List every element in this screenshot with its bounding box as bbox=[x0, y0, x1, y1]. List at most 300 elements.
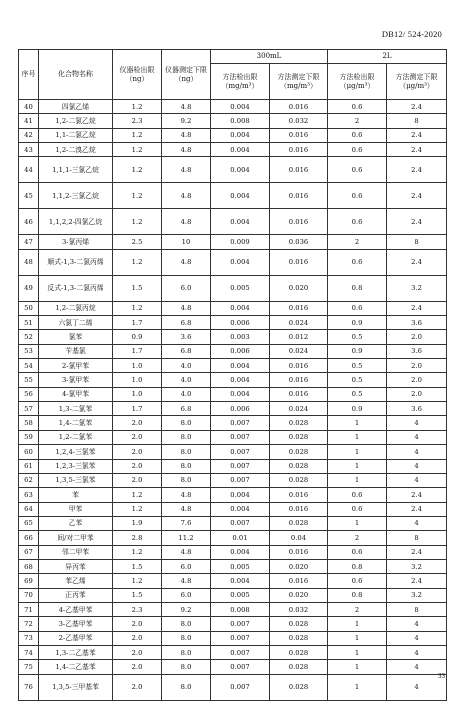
compound-name: 氯苯 bbox=[39, 330, 113, 344]
mdl-300ml: 0.006 bbox=[211, 402, 270, 416]
loq-2l: 2.4 bbox=[387, 157, 447, 183]
compound-name: 四氯乙烯 bbox=[39, 100, 113, 114]
mdl-300ml: 0.004 bbox=[211, 502, 270, 516]
mdl-300ml: 0.004 bbox=[211, 249, 270, 275]
table-row bbox=[19, 387, 447, 401]
loq-300ml: 0.016 bbox=[270, 249, 328, 275]
loq-300ml: 0.016 bbox=[270, 359, 328, 373]
compound-name: 1,1-二氯乙烷 bbox=[39, 128, 113, 142]
instrument-lod: 1.2 bbox=[113, 183, 162, 209]
instrument-loq: 4.8 bbox=[162, 488, 211, 502]
table-row bbox=[19, 473, 447, 487]
loq-300ml: 0.016 bbox=[270, 545, 328, 559]
instrument-loq: 4.8 bbox=[162, 209, 211, 235]
mdl-300ml: 0.004 bbox=[211, 545, 270, 559]
instrument-loq: 8.0 bbox=[162, 430, 211, 444]
compound-name: 1,1,2,2-四氯乙烷 bbox=[39, 209, 113, 235]
instrument-lod: 2.0 bbox=[113, 631, 162, 645]
mdl-300ml: 0.004 bbox=[211, 373, 270, 387]
page-number: 33 bbox=[438, 672, 445, 680]
compound-name: 乙苯 bbox=[39, 516, 113, 530]
compound-name: 3-氯丙烯 bbox=[39, 235, 113, 249]
compound-name: 1,3,5-三氯苯 bbox=[39, 473, 113, 487]
row-index: 74 bbox=[19, 645, 39, 659]
loq-2l: 2.4 bbox=[387, 209, 447, 235]
instrument-lod: 1.2 bbox=[113, 128, 162, 142]
compound-name: 1,3-二乙基苯 bbox=[39, 645, 113, 659]
compound-name: 1,4-二乙基苯 bbox=[39, 660, 113, 674]
table-row bbox=[19, 402, 447, 416]
table-row bbox=[19, 330, 447, 344]
compound-name: 1,2-二氯乙烷 bbox=[39, 114, 113, 128]
instrument-lod: 1.2 bbox=[113, 301, 162, 315]
table-row bbox=[19, 559, 447, 573]
table-row bbox=[19, 128, 447, 142]
instrument-loq: 8.0 bbox=[162, 631, 211, 645]
compound-name: 1,2-二溴乙烷 bbox=[39, 143, 113, 157]
instrument-lod: 1.0 bbox=[113, 359, 162, 373]
instrument-loq: 4.0 bbox=[162, 359, 211, 373]
table-row bbox=[19, 545, 447, 559]
compound-name: 1,2-二氯苯 bbox=[39, 430, 113, 444]
row-index: 76 bbox=[19, 674, 39, 700]
loq-300ml: 0.016 bbox=[270, 373, 328, 387]
loq-300ml: 0.016 bbox=[270, 143, 328, 157]
row-index: 58 bbox=[19, 416, 39, 430]
loq-300ml: 0.028 bbox=[270, 416, 328, 430]
row-index: 43 bbox=[19, 143, 39, 157]
compound-name: 3-乙基甲苯 bbox=[39, 617, 113, 631]
mdl-300ml: 0.004 bbox=[211, 488, 270, 502]
row-index: 47 bbox=[19, 235, 39, 249]
mdl-300ml: 0.007 bbox=[211, 459, 270, 473]
mdl-2l: 0.9 bbox=[328, 344, 387, 358]
mdl-2l: 1 bbox=[328, 459, 387, 473]
instrument-lod: 1.5 bbox=[113, 588, 162, 602]
instrument-loq: 3.6 bbox=[162, 330, 211, 344]
row-index: 53 bbox=[19, 344, 39, 358]
col-header-2l-mdl: 方法检出限（μg/m³） bbox=[328, 64, 387, 100]
loq-2l: 4 bbox=[387, 430, 447, 444]
loq-300ml: 0.016 bbox=[270, 128, 328, 142]
row-index: 50 bbox=[19, 301, 39, 315]
instrument-lod: 2.0 bbox=[113, 416, 162, 430]
loq-2l: 2.0 bbox=[387, 330, 447, 344]
row-index: 75 bbox=[19, 660, 39, 674]
loq-300ml: 0.024 bbox=[270, 344, 328, 358]
row-index: 49 bbox=[19, 275, 39, 301]
loq-300ml: 0.016 bbox=[270, 387, 328, 401]
row-index: 40 bbox=[19, 100, 39, 114]
table-body bbox=[19, 100, 447, 701]
instrument-loq: 8.0 bbox=[162, 473, 211, 487]
mdl-300ml: 0.004 bbox=[211, 183, 270, 209]
mdl-2l: 1 bbox=[328, 473, 387, 487]
row-index: 60 bbox=[19, 445, 39, 459]
mdl-2l: 0.6 bbox=[328, 209, 387, 235]
row-index: 59 bbox=[19, 430, 39, 444]
mdl-2l: 0.6 bbox=[328, 157, 387, 183]
loq-300ml: 0.024 bbox=[270, 402, 328, 416]
compound-name: 1,1,2-三氯乙烷 bbox=[39, 183, 113, 209]
mdl-2l: 0.6 bbox=[328, 143, 387, 157]
loq-2l: 4 bbox=[387, 473, 447, 487]
table-row bbox=[19, 617, 447, 631]
instrument-loq: 6.8 bbox=[162, 316, 211, 330]
instrument-loq: 4.8 bbox=[162, 100, 211, 114]
loq-300ml: 0.028 bbox=[270, 445, 328, 459]
mdl-2l: 0.8 bbox=[328, 559, 387, 573]
table-row bbox=[19, 588, 447, 602]
loq-2l: 2.4 bbox=[387, 574, 447, 588]
row-index: 64 bbox=[19, 502, 39, 516]
loq-300ml: 0.016 bbox=[270, 502, 328, 516]
loq-2l: 3.2 bbox=[387, 559, 447, 573]
mdl-2l: 2 bbox=[328, 531, 387, 545]
instrument-loq: 9.2 bbox=[162, 602, 211, 616]
instrument-lod: 1.7 bbox=[113, 316, 162, 330]
instrument-loq: 4.8 bbox=[162, 249, 211, 275]
instrument-lod: 0.9 bbox=[113, 330, 162, 344]
instrument-loq: 4.8 bbox=[162, 157, 211, 183]
instrument-loq: 8.0 bbox=[162, 660, 211, 674]
table-row bbox=[19, 114, 447, 128]
row-index: 54 bbox=[19, 359, 39, 373]
mdl-300ml: 0.007 bbox=[211, 631, 270, 645]
instrument-loq: 4.0 bbox=[162, 373, 211, 387]
instrument-lod: 1.2 bbox=[113, 545, 162, 559]
instrument-lod: 2.0 bbox=[113, 617, 162, 631]
loq-300ml: 0.016 bbox=[270, 100, 328, 114]
compound-name: 邻二甲苯 bbox=[39, 545, 113, 559]
table-row bbox=[19, 516, 447, 530]
mdl-2l: 0.5 bbox=[328, 387, 387, 401]
table-row bbox=[19, 275, 447, 301]
mdl-2l: 0.9 bbox=[328, 402, 387, 416]
row-index: 55 bbox=[19, 373, 39, 387]
loq-300ml: 0.016 bbox=[270, 574, 328, 588]
table-row bbox=[19, 531, 447, 545]
instrument-loq: 8.0 bbox=[162, 445, 211, 459]
loq-300ml: 0.016 bbox=[270, 157, 328, 183]
table-row bbox=[19, 143, 447, 157]
table-row bbox=[19, 249, 447, 275]
loq-2l: 2.4 bbox=[387, 488, 447, 502]
mdl-300ml: 0.007 bbox=[211, 416, 270, 430]
loq-2l: 8 bbox=[387, 531, 447, 545]
mdl-300ml: 0.004 bbox=[211, 574, 270, 588]
instrument-lod: 1.0 bbox=[113, 387, 162, 401]
instrument-lod: 1.2 bbox=[113, 209, 162, 235]
loq-2l: 4 bbox=[387, 631, 447, 645]
table-row bbox=[19, 660, 447, 674]
mdl-2l: 0.6 bbox=[328, 249, 387, 275]
table-row bbox=[19, 459, 447, 473]
mdl-300ml: 0.004 bbox=[211, 143, 270, 157]
row-index: 63 bbox=[19, 488, 39, 502]
loq-300ml: 0.016 bbox=[270, 209, 328, 235]
col-header-index: 序号 bbox=[19, 50, 39, 100]
row-index: 71 bbox=[19, 602, 39, 616]
row-index: 72 bbox=[19, 617, 39, 631]
instrument-lod: 2.0 bbox=[113, 430, 162, 444]
instrument-lod: 1.7 bbox=[113, 402, 162, 416]
loq-2l: 4 bbox=[387, 645, 447, 659]
loq-2l: 4 bbox=[387, 660, 447, 674]
table-row bbox=[19, 631, 447, 645]
mdl-300ml: 0.004 bbox=[211, 128, 270, 142]
row-index: 42 bbox=[19, 128, 39, 142]
loq-2l: 2.0 bbox=[387, 387, 447, 401]
col-header-instrument-loq: 仪器测定下限（ng） bbox=[162, 50, 211, 100]
mdl-2l: 0.8 bbox=[328, 275, 387, 301]
loq-300ml: 0.036 bbox=[270, 235, 328, 249]
instrument-loq: 4.8 bbox=[162, 143, 211, 157]
compound-name: 苄基氯 bbox=[39, 344, 113, 358]
instrument-lod: 1.2 bbox=[113, 249, 162, 275]
row-index: 48 bbox=[19, 249, 39, 275]
instrument-loq: 6.0 bbox=[162, 588, 211, 602]
loq-300ml: 0.04 bbox=[270, 531, 328, 545]
mdl-2l: 1 bbox=[328, 617, 387, 631]
instrument-lod: 2.3 bbox=[113, 114, 162, 128]
mdl-2l: 0.6 bbox=[328, 502, 387, 516]
loq-2l: 2.4 bbox=[387, 502, 447, 516]
mdl-300ml: 0.007 bbox=[211, 617, 270, 631]
instrument-lod: 2.0 bbox=[113, 674, 162, 700]
mdl-300ml: 0.004 bbox=[211, 387, 270, 401]
mdl-300ml: 0.006 bbox=[211, 316, 270, 330]
mdl-300ml: 0.007 bbox=[211, 473, 270, 487]
instrument-loq: 8.0 bbox=[162, 617, 211, 631]
loq-300ml: 0.028 bbox=[270, 617, 328, 631]
instrument-loq: 11.2 bbox=[162, 531, 211, 545]
loq-300ml: 0.028 bbox=[270, 674, 328, 700]
compound-name: 反式-1,3-二氯丙烯 bbox=[39, 275, 113, 301]
mdl-2l: 0.6 bbox=[328, 574, 387, 588]
loq-2l: 8 bbox=[387, 235, 447, 249]
loq-2l: 4 bbox=[387, 445, 447, 459]
row-index: 65 bbox=[19, 516, 39, 530]
loq-2l: 2.4 bbox=[387, 143, 447, 157]
row-index: 66 bbox=[19, 531, 39, 545]
table-row bbox=[19, 183, 447, 209]
loq-2l: 4 bbox=[387, 516, 447, 530]
loq-2l: 2.4 bbox=[387, 183, 447, 209]
mdl-2l: 0.8 bbox=[328, 588, 387, 602]
loq-300ml: 0.032 bbox=[270, 602, 328, 616]
instrument-loq: 6.8 bbox=[162, 344, 211, 358]
mdl-300ml: 0.004 bbox=[211, 301, 270, 315]
loq-2l: 2.0 bbox=[387, 359, 447, 373]
row-index: 67 bbox=[19, 545, 39, 559]
compound-name: 4-乙基甲苯 bbox=[39, 602, 113, 616]
mdl-300ml: 0.005 bbox=[211, 559, 270, 573]
table-row bbox=[19, 574, 447, 588]
loq-2l: 4 bbox=[387, 674, 447, 700]
mdl-2l: 0.9 bbox=[328, 316, 387, 330]
instrument-loq: 10 bbox=[162, 235, 211, 249]
instrument-loq: 8.0 bbox=[162, 674, 211, 700]
compound-name: 2-乙基甲苯 bbox=[39, 631, 113, 645]
compound-name: 六氯丁二烯 bbox=[39, 316, 113, 330]
loq-300ml: 0.028 bbox=[270, 645, 328, 659]
detection-limits-table bbox=[18, 49, 447, 701]
loq-300ml: 0.020 bbox=[270, 275, 328, 301]
loq-300ml: 0.028 bbox=[270, 631, 328, 645]
instrument-lod: 2.0 bbox=[113, 473, 162, 487]
col-header-300ml-loq: 方法测定下限（mg/m³） bbox=[270, 64, 328, 100]
loq-2l: 8 bbox=[387, 602, 447, 616]
instrument-lod: 1.2 bbox=[113, 502, 162, 516]
table-row bbox=[19, 674, 447, 700]
instrument-lod: 1.7 bbox=[113, 344, 162, 358]
row-index: 45 bbox=[19, 183, 39, 209]
mdl-300ml: 0.004 bbox=[211, 209, 270, 235]
row-index: 57 bbox=[19, 402, 39, 416]
loq-2l: 3.6 bbox=[387, 402, 447, 416]
loq-300ml: 0.016 bbox=[270, 488, 328, 502]
instrument-loq: 8.0 bbox=[162, 645, 211, 659]
instrument-lod: 1.2 bbox=[113, 574, 162, 588]
mdl-2l: 1 bbox=[328, 660, 387, 674]
table-row bbox=[19, 209, 447, 235]
table-row bbox=[19, 344, 447, 358]
mdl-2l: 2 bbox=[328, 602, 387, 616]
col-group-2l: 2L bbox=[328, 50, 447, 64]
mdl-300ml: 0.006 bbox=[211, 344, 270, 358]
mdl-300ml: 0.008 bbox=[211, 602, 270, 616]
compound-name: 间/对二甲苯 bbox=[39, 531, 113, 545]
mdl-300ml: 0.008 bbox=[211, 114, 270, 128]
loq-2l: 4 bbox=[387, 459, 447, 473]
mdl-300ml: 0.003 bbox=[211, 330, 270, 344]
instrument-lod: 2.5 bbox=[113, 235, 162, 249]
compound-name: 苯乙烯 bbox=[39, 574, 113, 588]
instrument-lod: 2.0 bbox=[113, 459, 162, 473]
table-row bbox=[19, 373, 447, 387]
instrument-loq: 4.8 bbox=[162, 183, 211, 209]
table-row bbox=[19, 359, 447, 373]
compound-name: 3-氯甲苯 bbox=[39, 373, 113, 387]
mdl-2l: 2 bbox=[328, 114, 387, 128]
table-row bbox=[19, 645, 447, 659]
loq-300ml: 0.016 bbox=[270, 183, 328, 209]
row-index: 46 bbox=[19, 209, 39, 235]
compound-name: 正丙苯 bbox=[39, 588, 113, 602]
instrument-loq: 6.0 bbox=[162, 275, 211, 301]
loq-2l: 2.4 bbox=[387, 100, 447, 114]
table-row bbox=[19, 416, 447, 430]
loq-300ml: 0.024 bbox=[270, 316, 328, 330]
mdl-300ml: 0.007 bbox=[211, 430, 270, 444]
loq-300ml: 0.020 bbox=[270, 588, 328, 602]
loq-2l: 2.4 bbox=[387, 301, 447, 315]
mdl-2l: 1 bbox=[328, 445, 387, 459]
compound-name: 2-氯甲苯 bbox=[39, 359, 113, 373]
table-row bbox=[19, 316, 447, 330]
table-row bbox=[19, 602, 447, 616]
loq-300ml: 0.012 bbox=[270, 330, 328, 344]
loq-2l: 2.0 bbox=[387, 373, 447, 387]
compound-name: 1,2-二氯丙烷 bbox=[39, 301, 113, 315]
row-index: 44 bbox=[19, 157, 39, 183]
instrument-loq: 7.6 bbox=[162, 516, 211, 530]
mdl-2l: 1 bbox=[328, 674, 387, 700]
mdl-300ml: 0.007 bbox=[211, 660, 270, 674]
compound-name: 1,1,1-三氯乙烷 bbox=[39, 157, 113, 183]
mdl-2l: 0.6 bbox=[328, 545, 387, 559]
col-header-compound: 化合物名称 bbox=[39, 50, 113, 100]
loq-2l: 3.6 bbox=[387, 344, 447, 358]
mdl-300ml: 0.007 bbox=[211, 645, 270, 659]
compound-name: 苯 bbox=[39, 488, 113, 502]
mdl-300ml: 0.009 bbox=[211, 235, 270, 249]
table-header bbox=[19, 50, 447, 100]
loq-2l: 2.4 bbox=[387, 249, 447, 275]
mdl-2l: 1 bbox=[328, 516, 387, 530]
row-index: 52 bbox=[19, 330, 39, 344]
mdl-2l: 1 bbox=[328, 430, 387, 444]
mdl-2l: 1 bbox=[328, 645, 387, 659]
mdl-2l: 0.5 bbox=[328, 330, 387, 344]
loq-2l: 2.4 bbox=[387, 545, 447, 559]
mdl-2l: 0.6 bbox=[328, 183, 387, 209]
mdl-300ml: 0.004 bbox=[211, 157, 270, 183]
loq-2l: 4 bbox=[387, 617, 447, 631]
instrument-lod: 1.2 bbox=[113, 488, 162, 502]
row-index: 61 bbox=[19, 459, 39, 473]
mdl-2l: 0.5 bbox=[328, 359, 387, 373]
instrument-lod: 2.0 bbox=[113, 660, 162, 674]
instrument-lod: 1.9 bbox=[113, 516, 162, 530]
compound-name: 1,4-二氯苯 bbox=[39, 416, 113, 430]
instrument-loq: 4.0 bbox=[162, 387, 211, 401]
loq-2l: 3.2 bbox=[387, 588, 447, 602]
mdl-300ml: 0.01 bbox=[211, 531, 270, 545]
instrument-loq: 9.2 bbox=[162, 114, 211, 128]
instrument-lod: 2.0 bbox=[113, 445, 162, 459]
instrument-lod: 2.8 bbox=[113, 531, 162, 545]
loq-2l: 8 bbox=[387, 114, 447, 128]
row-index: 69 bbox=[19, 574, 39, 588]
mdl-2l: 0.6 bbox=[328, 301, 387, 315]
instrument-lod: 2.0 bbox=[113, 645, 162, 659]
row-index: 70 bbox=[19, 588, 39, 602]
instrument-loq: 4.8 bbox=[162, 502, 211, 516]
col-header-2l-loq: 方法测定下限（μg/m³） bbox=[387, 64, 447, 100]
instrument-lod: 1.2 bbox=[113, 143, 162, 157]
instrument-loq: 6.8 bbox=[162, 402, 211, 416]
col-group-300ml: 300mL bbox=[211, 50, 328, 64]
mdl-2l: 0.6 bbox=[328, 128, 387, 142]
compound-name: 甲苯 bbox=[39, 502, 113, 516]
mdl-2l: 1 bbox=[328, 416, 387, 430]
table-row bbox=[19, 100, 447, 114]
loq-300ml: 0.028 bbox=[270, 473, 328, 487]
compound-name: 1,3,5-三甲基苯 bbox=[39, 674, 113, 700]
loq-300ml: 0.028 bbox=[270, 660, 328, 674]
loq-300ml: 0.028 bbox=[270, 516, 328, 530]
instrument-loq: 4.8 bbox=[162, 574, 211, 588]
table-row bbox=[19, 488, 447, 502]
table-row bbox=[19, 301, 447, 315]
document-code: DB12/ 524-2020 bbox=[381, 29, 442, 39]
mdl-300ml: 0.007 bbox=[211, 674, 270, 700]
row-index: 51 bbox=[19, 316, 39, 330]
instrument-loq: 4.8 bbox=[162, 301, 211, 315]
loq-300ml: 0.020 bbox=[270, 559, 328, 573]
